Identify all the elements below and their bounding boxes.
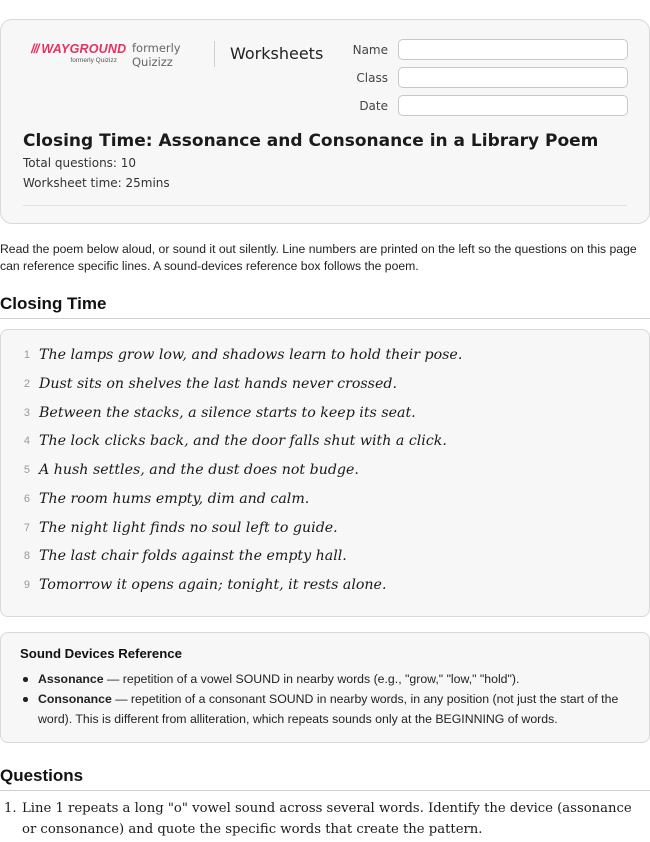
poem-line [1, 459, 359, 481]
line-number: 4 [23, 435, 30, 447]
worksheet-time: Worksheet time: 25mins [23, 176, 170, 190]
poem-line [1, 430, 447, 452]
reference-title: Sound Devices Reference [20, 646, 182, 661]
name-field[interactable] [398, 39, 628, 60]
poem-line [1, 402, 416, 424]
date-field[interactable] [398, 95, 628, 116]
logo-wordmark: WAYGROUND [41, 42, 127, 56]
formerly-quizizz-text: formerly Quizizz [132, 41, 181, 69]
line-text: Dust sits on shelves the last hands never crossed. [39, 376, 397, 392]
line-number: 5 [23, 464, 30, 476]
line-text: The lock clicks back, and the door falls shut with a click. [39, 433, 447, 449]
worksheet-header [0, 19, 650, 224]
questions-heading: Questions [0, 766, 84, 785]
line-number: 7 [23, 522, 30, 534]
line-number: 3 [23, 407, 30, 419]
worksheets-label: Worksheets [230, 44, 324, 63]
poem-line [1, 488, 309, 510]
line-number: 8 [23, 550, 30, 562]
poem-line [1, 344, 462, 366]
line-number: 2 [23, 378, 30, 390]
class-field[interactable] [398, 67, 628, 88]
header-bottom-divider [23, 205, 627, 206]
reference-term: Consonance [38, 692, 112, 706]
question-text: Line 1 repeats a long "o" vowel sound across several words. Identify the device (assonance or consonance) and quote the specific words that create the pattern. [22, 801, 632, 837]
line-text: Between the stacks, a silence starts to keep its seat. [39, 405, 416, 421]
poem-line [1, 545, 347, 567]
reference-item-consonance [38, 689, 638, 729]
line-number: 6 [23, 493, 30, 505]
reference-term: Assonance [38, 672, 104, 686]
class-label: Class [356, 71, 388, 85]
line-number: 9 [23, 579, 30, 591]
line-text: The night light finds no soul left to guide. [39, 520, 338, 536]
question-number: 1. [4, 801, 17, 816]
reference-definition: — repetition of a consonant SOUND in nearby words, in any position (not just the start of the word). This is different from alliteration, which repeats sounds only at the BEGINNING of words. [38, 692, 619, 726]
logo-mark-icon: /// [31, 42, 39, 56]
reference-item-assonance [38, 669, 638, 689]
total-questions: Total questions: 10 [23, 156, 137, 170]
poem-heading-rule [0, 318, 650, 319]
poem-line [1, 373, 397, 395]
name-label: Name [352, 43, 388, 57]
sound-devices-reference-box [0, 632, 650, 743]
poem-box [0, 329, 650, 617]
question-item [4, 798, 642, 840]
line-text: Tomorrow it opens again; tonight, it rests alone. [39, 577, 387, 593]
questions-heading-rule [0, 790, 650, 791]
intro-paragraph: Read the poem below aloud, or sound it out silently. Line numbers are printed on the left so the questions on this page can reference specific lines. A sound-devices reference box follows the poem. [0, 242, 637, 273]
line-text: The last chair folds against the empty hall. [39, 548, 347, 564]
worksheet-title: Closing Time: Assonance and Consonance in a Library Poem [23, 131, 599, 151]
poem-line [1, 517, 338, 539]
line-number: 1 [23, 349, 30, 361]
line-text: The room hums empty, dim and calm. [39, 491, 310, 507]
date-label: Date [359, 99, 388, 113]
wayground-logo[interactable] [31, 42, 127, 82]
poem-line [1, 574, 386, 596]
logo-subtext: formerly Quizizz [70, 57, 117, 64]
reference-definition: — repetition of a vowel SOUND in nearby words (e.g., "grow," "low," "hold"). [103, 672, 520, 686]
line-text: The lamps grow low, and shadows learn to hold their pose. [39, 347, 463, 363]
poem-heading: Closing Time [0, 294, 107, 313]
line-text: A hush settles, and the dust does not budge. [39, 462, 359, 478]
header-divider [214, 41, 215, 67]
